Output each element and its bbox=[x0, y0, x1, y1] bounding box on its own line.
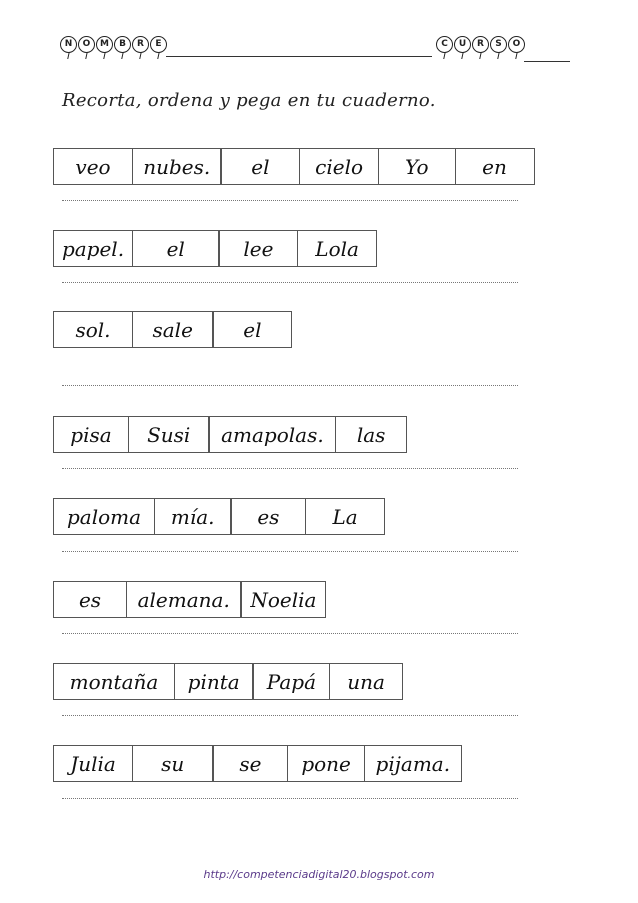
word-card: una bbox=[329, 663, 403, 700]
balloon-letter: B bbox=[114, 36, 131, 53]
word-card: pinta bbox=[174, 663, 254, 700]
balloon-letter: R bbox=[132, 36, 149, 53]
writing-line-3 bbox=[62, 385, 518, 386]
name-balloons bbox=[60, 36, 167, 58]
letter-balloon bbox=[60, 36, 77, 58]
word-card: sale bbox=[132, 311, 214, 348]
writing-line-2 bbox=[62, 282, 518, 283]
letter-balloon bbox=[150, 36, 167, 58]
sentence-row-4 bbox=[53, 416, 406, 453]
word-card: pisa bbox=[53, 416, 129, 453]
balloon-letter: E bbox=[150, 36, 167, 53]
letter-balloon bbox=[454, 36, 471, 58]
word-card: Noelia bbox=[240, 581, 326, 618]
balloon-string bbox=[121, 52, 124, 59]
word-card: pijama. bbox=[364, 745, 462, 782]
word-card: alemana. bbox=[126, 581, 242, 618]
writing-line-4 bbox=[62, 468, 518, 469]
word-card: paloma bbox=[53, 498, 155, 535]
balloon-string bbox=[103, 52, 106, 59]
balloon-letter: C bbox=[436, 36, 453, 53]
word-card: nubes. bbox=[132, 148, 222, 185]
word-card: mía. bbox=[154, 498, 232, 535]
balloon-letter: O bbox=[78, 36, 95, 53]
letter-balloon bbox=[96, 36, 113, 58]
balloon-string bbox=[157, 52, 160, 59]
balloon-string bbox=[497, 52, 500, 59]
word-card: pone bbox=[287, 745, 365, 782]
balloon-string bbox=[85, 52, 88, 59]
balloon-string bbox=[443, 52, 446, 59]
word-card: cielo bbox=[299, 148, 379, 185]
letter-balloon bbox=[436, 36, 453, 58]
sentence-row-2 bbox=[53, 230, 376, 267]
word-card: montaña bbox=[53, 663, 175, 700]
word-card: es bbox=[230, 498, 306, 535]
letter-balloon bbox=[114, 36, 131, 58]
name-underline bbox=[166, 56, 432, 57]
sentence-row-6 bbox=[53, 581, 325, 618]
word-card: Papá bbox=[252, 663, 330, 700]
word-card: amapolas. bbox=[208, 416, 336, 453]
writing-line-6 bbox=[62, 633, 518, 634]
word-card: veo bbox=[53, 148, 133, 185]
word-card: Susi bbox=[128, 416, 210, 453]
balloon-string bbox=[515, 52, 518, 59]
course-balloons bbox=[436, 36, 525, 58]
writing-line-1 bbox=[62, 200, 518, 201]
balloon-letter: R bbox=[472, 36, 489, 53]
word-card: La bbox=[305, 498, 385, 535]
writing-line-5 bbox=[62, 551, 518, 552]
sentence-row-3 bbox=[53, 311, 291, 348]
sentence-row-8 bbox=[53, 745, 461, 782]
letter-balloon bbox=[490, 36, 507, 58]
footer-url[interactable]: http://competenciadigital20.blogspot.com bbox=[203, 868, 435, 881]
word-card: el bbox=[212, 311, 292, 348]
word-card: el bbox=[220, 148, 300, 185]
word-card: en bbox=[455, 148, 535, 185]
word-card: el bbox=[132, 230, 220, 267]
word-card: se bbox=[212, 745, 288, 782]
word-card: es bbox=[53, 581, 127, 618]
writing-line-7 bbox=[62, 715, 518, 716]
word-card: su bbox=[132, 745, 214, 782]
writing-line-8 bbox=[62, 798, 518, 799]
sentence-row-7 bbox=[53, 663, 402, 700]
balloon-letter: U bbox=[454, 36, 471, 53]
balloon-letter: N bbox=[60, 36, 77, 53]
word-card: Lola bbox=[297, 230, 377, 267]
balloon-letter: M bbox=[96, 36, 113, 53]
word-card: lee bbox=[218, 230, 298, 267]
word-card: Yo bbox=[378, 148, 456, 185]
letter-balloon bbox=[78, 36, 95, 58]
letter-balloon bbox=[508, 36, 525, 58]
balloon-letter: O bbox=[508, 36, 525, 53]
word-card: papel. bbox=[53, 230, 133, 267]
letter-balloon bbox=[472, 36, 489, 58]
balloon-string bbox=[461, 52, 464, 59]
sentence-row-5 bbox=[53, 498, 384, 535]
word-card: sol. bbox=[53, 311, 133, 348]
word-card: las bbox=[335, 416, 407, 453]
word-card: Julia bbox=[53, 745, 133, 782]
balloon-string bbox=[479, 52, 482, 59]
sentence-row-1 bbox=[53, 148, 533, 185]
balloon-string bbox=[67, 52, 70, 59]
letter-balloon bbox=[132, 36, 149, 58]
course-underline bbox=[524, 61, 570, 62]
balloon-letter: S bbox=[490, 36, 507, 53]
balloon-string bbox=[139, 52, 142, 59]
instruction-text: Recorta, ordena y pega en tu cuaderno. bbox=[62, 90, 436, 111]
